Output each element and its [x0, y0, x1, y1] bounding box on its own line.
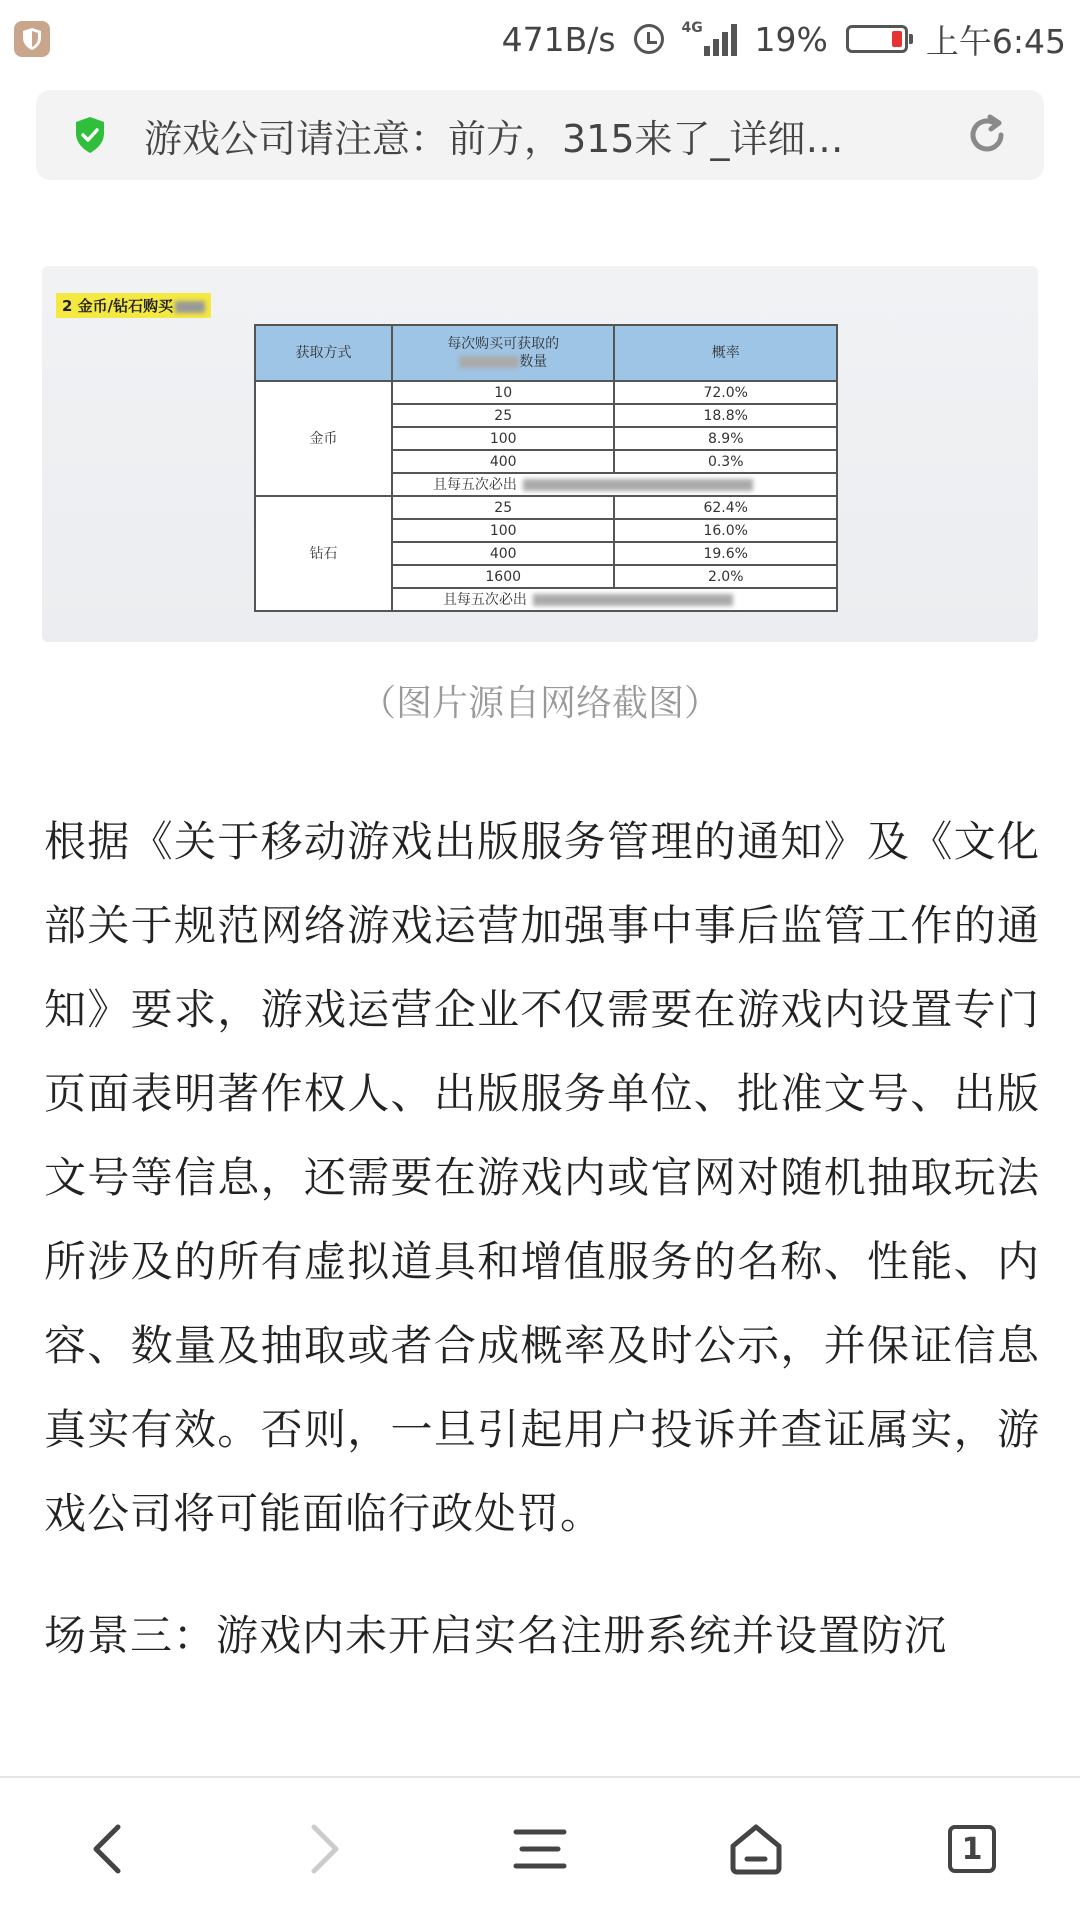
page-title[interactable]: 游戏公司请注意：前方，315来了_详细…: [144, 116, 844, 161]
article-paragraph: 场景三：游戏内未开启实名注册系统并设置防沉: [44, 1611, 948, 1660]
probability-table: [254, 324, 838, 612]
table-row: 400 0.3%: [255, 450, 837, 473]
tab-count: 1: [948, 1825, 996, 1873]
table-row: 100 16.0%: [255, 519, 837, 542]
article-body: [44, 800, 1040, 1678]
method-diamond: 钻石: [255, 496, 392, 611]
table-row: 且每五次必出: [255, 588, 837, 611]
home-button[interactable]: [701, 1794, 811, 1904]
battery-icon: [846, 25, 908, 53]
article-image[interactable]: [42, 266, 1038, 642]
table-row: 25 18.8%: [255, 404, 837, 427]
alarm-icon: [634, 24, 664, 54]
back-arrow-icon: [88, 1821, 128, 1877]
header-probability: 概率: [614, 325, 837, 381]
method-gold: 金币: [255, 381, 392, 496]
image-caption: （图片源自网络截图）: [359, 683, 720, 724]
net-speed: 471B/s: [501, 19, 616, 59]
forward-button[interactable]: [269, 1794, 379, 1904]
shield-app-icon: [14, 21, 50, 57]
menu-icon: [512, 1826, 568, 1872]
url-bar[interactable]: [36, 90, 1044, 180]
bottom-nav: [0, 1776, 1080, 1920]
network-type: 4G: [681, 20, 703, 36]
forward-arrow-icon: [304, 1821, 344, 1877]
signal-icon: [682, 22, 737, 56]
home-icon: [727, 1822, 785, 1876]
tabs-button[interactable]: [917, 1794, 1027, 1904]
table-row: 且每五次必出: [255, 473, 837, 496]
header-method: 获取方式: [255, 325, 392, 381]
table-row: 1600 2.0%: [255, 565, 837, 588]
green-shield-check-icon[interactable]: [74, 116, 106, 154]
article-paragraph: 根据《关于移动游戏出版服务管理的通知》及《文化部关于规范网络游戏运营加强事中事后监管工作的通知》要求，游戏运营企业不仅需要在游戏内设置专门页面表明著作权人、出版服务单位、批准文号、出版文号等信息，还需要在游戏内或官网对随机抽取玩法所涉及的所有虚拟道具和增值服务的名称、性能、内容、数量及抽取或者合成概率及时公示，并保证信息真实有效。否则，一旦引起用户投诉并查证属实，游戏公司将可能面临行政处罚。: [44, 817, 1040, 1538]
reload-icon[interactable]: [964, 112, 1010, 158]
image-heading: 2 金币/钻石购买: [56, 293, 211, 318]
table-row: 100 8.9%: [255, 427, 837, 450]
back-button[interactable]: [53, 1794, 163, 1904]
status-bar: [0, 0, 1080, 78]
table-row: 钻石 25 62.4%: [255, 496, 837, 519]
battery-percent: 19%: [754, 19, 828, 59]
menu-button[interactable]: [485, 1794, 595, 1904]
battery-level: [892, 31, 902, 47]
header-quantity: 每次购买可获取的 数量: [392, 325, 615, 381]
table-row: 400 19.6%: [255, 542, 837, 565]
table-row: 金币 10 72.0%: [255, 381, 837, 404]
clock: 上午6:45: [925, 21, 1066, 61]
